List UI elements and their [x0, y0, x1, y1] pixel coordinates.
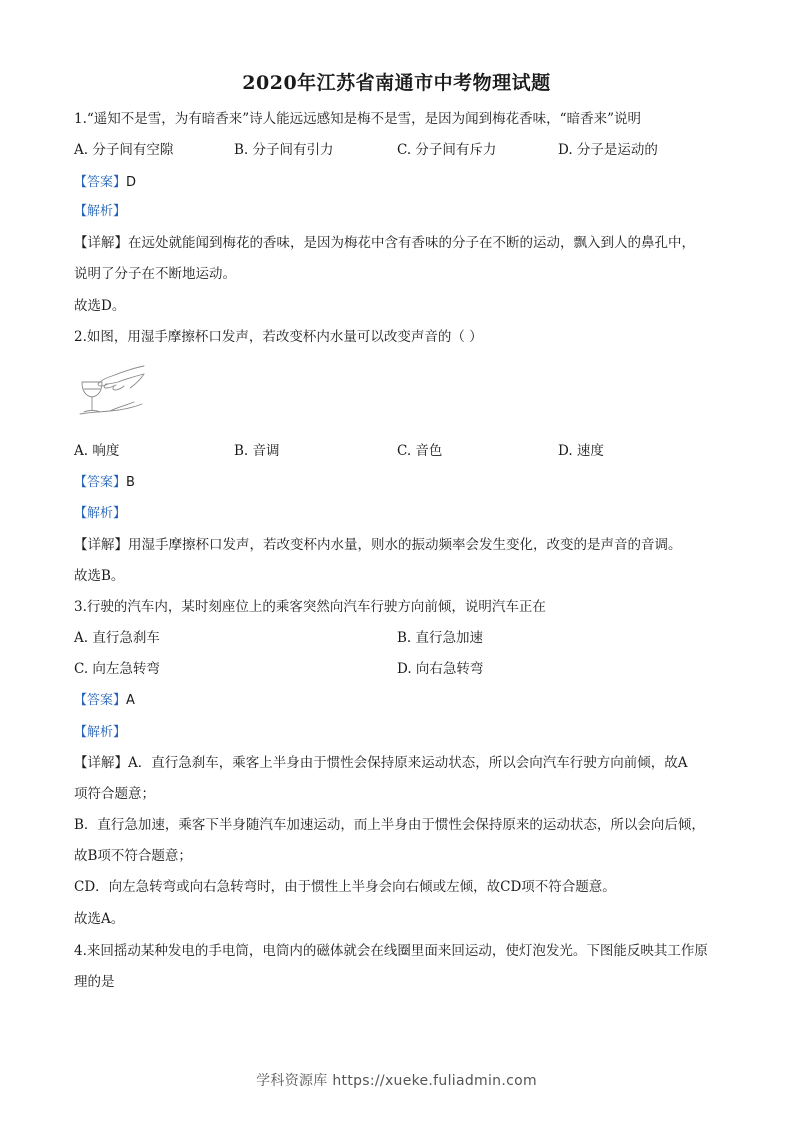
question-3-answer-row: [74, 690, 135, 711]
question-2-option-c: C. 音色: [397, 443, 443, 459]
question-3-detail-2: 项符合题意；: [74, 786, 155, 802]
question-3-option-a: A. 直行急刹车: [74, 630, 160, 646]
detail-label: 【详解】: [74, 235, 128, 251]
question-3-option-c: C. 向左急转弯: [74, 661, 160, 677]
question-3-detail-3: B．直行急加速，乘客下半身随汽车加速运动，而上半身由于惯性会保持原来的运动状态，所以会向后倾，: [74, 817, 705, 833]
question-4-stem-2: 理的是: [74, 974, 115, 990]
question-3-stem: 3.行驶的汽车内，某时刻座位上的乘客突然向汽车行驶方向前倾，说明汽车正在: [74, 599, 546, 615]
question-1-option-a: A. 分子间有空隙: [74, 142, 174, 158]
question-2-detail-1: [74, 535, 682, 555]
question-3-detail-5: CD．向左急转弯或向右急转弯时，由于惯性上半身会向右倾或左倾，故CD项不符合题意。: [74, 879, 616, 895]
question-2-analysis-row: [74, 503, 126, 524]
analysis-label: 【解析】: [74, 725, 127, 740]
question-1-stem: 1.“遥知不是雪，为有暗香来”诗人能远远感知是梅不是雪，是因为闻到梅花香味，“暗香来”说明: [74, 111, 641, 127]
question-3-option-b: B. 直行急加速: [397, 630, 484, 646]
question-3-detail-1: [74, 753, 688, 773]
analysis-label: 【解析】: [74, 204, 127, 219]
answer-label: 【答案】: [74, 475, 127, 490]
question-2-answer-row: [74, 472, 135, 493]
question-2-answer: B: [126, 475, 135, 490]
detail-label: 【详解】: [74, 755, 128, 771]
question-2-conclusion: 故选B。: [74, 568, 125, 584]
question-1-detail-text: 在远处就能闻到梅花的香味，是因为梅花中含有香味的分子在不断的运动，飘入到人的鼻孔中，: [128, 235, 695, 251]
detail-label: 【详解】: [74, 537, 128, 553]
question-3-detail-text: A．直行急刹车，乘客上半身由于惯性会保持原来运动状态，所以会向汽车行驶方向前倾，故A: [128, 755, 688, 771]
question-1-detail-2: 说明了分子在不断地运动。: [74, 266, 236, 282]
wine-glass-hand-figure: [76, 362, 146, 418]
wine-glass-hand-icon: [76, 362, 146, 418]
question-3-analysis-row: [74, 722, 126, 743]
answer-label: 【答案】: [74, 693, 127, 708]
answer-label: 【答案】: [74, 175, 127, 190]
question-2-detail-text: 用湿手摩擦杯口发声，若改变杯内水量，则水的振动频率会发生变化，改变的是声音的音调。: [128, 537, 682, 553]
question-2-option-d: D. 速度: [558, 443, 604, 459]
question-1-option-b: B. 分子间有引力: [234, 142, 334, 158]
page-title: 2020年江苏省南通市中考物理试题: [242, 72, 551, 94]
page-footer: 学科资源库 https://xueke.fuliadmin.com: [256, 1073, 537, 1089]
question-1-analysis-row: [74, 201, 126, 222]
question-3-option-d: D. 向右急转弯: [397, 661, 484, 677]
question-3-detail-4: 故B项不符合题意；: [74, 848, 192, 864]
question-3-answer: A: [126, 693, 135, 708]
question-2-stem: 2.如图，用湿手摩擦杯口发声，若改变杯内水量可以改变声音的（ ）: [74, 329, 483, 345]
question-2-option-b: B. 音调: [234, 443, 280, 459]
question-1-conclusion: 故选D。: [74, 298, 126, 314]
question-1-answer-row: [74, 172, 136, 193]
question-1-detail-1: [74, 233, 695, 253]
question-3-conclusion: 故选A。: [74, 911, 125, 927]
question-2-option-a: A. 响度: [74, 443, 120, 459]
analysis-label: 【解析】: [74, 506, 127, 521]
question-1-answer: D: [126, 175, 137, 190]
question-4-stem-1: 4.来回摇动某种发电的手电筒，电筒内的磁体就会在线圈里面来回运动，使灯泡发光。下图能反映其工作原: [74, 943, 708, 959]
question-1-option-d: D. 分子是运动的: [558, 142, 658, 158]
question-1-option-c: C. 分子间有斥力: [397, 142, 497, 158]
